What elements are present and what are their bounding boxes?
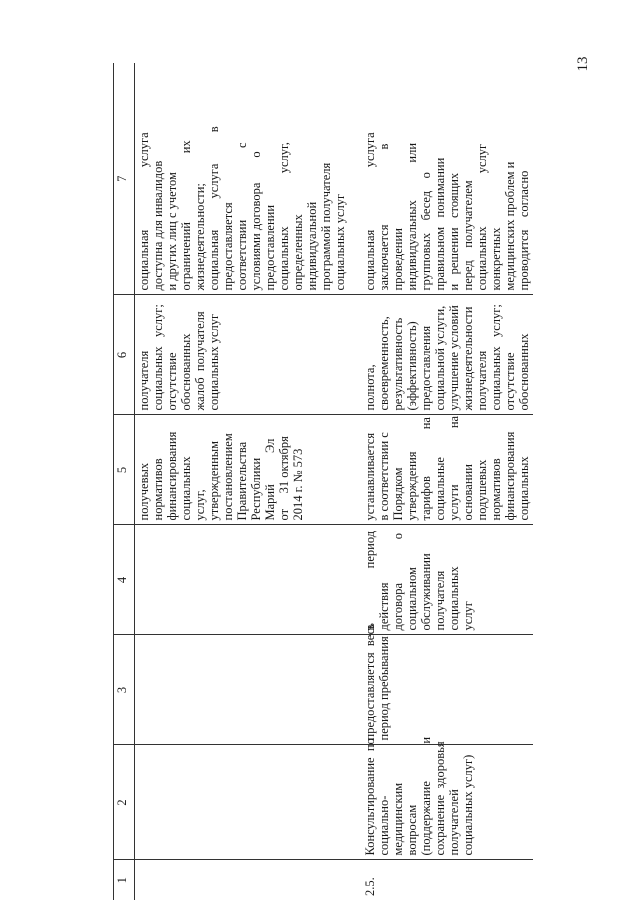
cell-text-line: сохранение здоровья [433, 741, 447, 856]
cell-text-line: проведении [391, 228, 405, 291]
cell-text-line: действия [377, 582, 391, 631]
cell-text-line: социальных [517, 456, 531, 521]
cell-text-line: и решении стоящих [447, 172, 461, 291]
column-number-header: 5 [114, 415, 135, 525]
cell-text-line: подушевых [475, 459, 489, 521]
cell-text-line: жизнедеятельности; [193, 183, 207, 291]
cell-text-line: индивидуальной [305, 201, 319, 291]
cell-text-line: социальная услуга [363, 132, 377, 291]
cell-text-line: жалоб получателя [193, 311, 207, 411]
column-number-header: 7 [114, 63, 135, 295]
cell-text-line: жизнедеятельности [461, 306, 475, 411]
cell-text-line: медицинским [391, 782, 405, 856]
cell-text-line: в соответствии с [377, 432, 391, 521]
column-number-header: 4 [114, 525, 135, 635]
cell-text-line: нормативов [489, 458, 503, 521]
cell-text-line: финансирования [503, 431, 517, 521]
cell-text-line: социальных услуг; [489, 304, 503, 411]
cell-text-line: нормативов [151, 458, 165, 521]
cell-text-line: социальных [179, 456, 193, 521]
service-term-cell [359, 525, 533, 635]
cell-text-line: заключается в [377, 143, 391, 291]
service-conditions-cell [135, 63, 360, 295]
cell-text-line: социальных [447, 566, 461, 631]
tariff-cell [359, 415, 533, 525]
cell-text-line: групповых бесед о [419, 172, 433, 291]
cell-text-line: отсутствие [165, 352, 179, 411]
page-number: 13 [575, 56, 591, 72]
cell-text-line: отсутствие [503, 352, 517, 411]
cell-text-line: проводится согласно [517, 170, 531, 291]
cell-text-line: определенных [291, 214, 305, 291]
cell-text-line: получателя [475, 350, 489, 411]
cell-text-line: социальных услуг) [461, 754, 475, 856]
cell-text-line: договора о [391, 532, 405, 631]
service-conditions-cell [359, 63, 533, 295]
cell-text-line: соответствии с [235, 142, 249, 291]
cell-text-line: условиями договора о [249, 151, 263, 291]
quality-criteria-cell [135, 295, 360, 415]
table-row-2-5 [359, 63, 533, 900]
cell-text-line: услуги на [447, 415, 461, 521]
cell-text-line: предоставляется весь [363, 623, 377, 741]
cell-text-line: 2014 г. № 573 [291, 448, 305, 521]
cell-text-line: Правительства [235, 441, 249, 521]
cell-text-line: финансирования [165, 431, 179, 521]
cell-text-line: социальных услуг; [151, 304, 165, 411]
cell-text-line: обоснованных [517, 333, 531, 411]
cell-text-line: устанавливается [363, 432, 377, 521]
cell-text-line: полнота, [363, 364, 377, 411]
cell-text-line: обоснованных [179, 333, 193, 411]
row-number: 2.5. [363, 877, 377, 896]
cell-text-line: (поддержание и [419, 736, 433, 856]
tariff-cell [135, 415, 360, 525]
cell-text-line: Консультирование по [363, 738, 377, 856]
column-number-header: 3 [114, 635, 135, 745]
cell-text-line: социальных услуг [207, 313, 221, 411]
column-number-header: 1 [114, 860, 135, 900]
column-number-header: 6 [114, 295, 135, 415]
service-volume-cell [359, 623, 533, 745]
cell-text-line: услуг, [193, 489, 207, 521]
cell-text-line: предоставления [419, 325, 433, 411]
cell-text-line: программой получателя [319, 162, 333, 291]
cell-text-line: медицинских проблем и [503, 161, 517, 291]
cell-text-line: перед получателем [461, 180, 475, 291]
column-number-header-row [114, 63, 135, 900]
cell-text-line: социальных услуг [333, 193, 347, 291]
cell-empty [135, 860, 360, 900]
cell-text-line: утвержденным [207, 440, 221, 521]
cell-text-line: предоставляется [221, 202, 235, 291]
cell-text-line: период пребывания [377, 636, 391, 741]
cell-text-line: утверждения [405, 451, 419, 521]
cell-text-line: обслуживании [419, 553, 433, 631]
cell-text-line: социально- [377, 795, 391, 856]
cell-text-line: предоставлении [263, 204, 277, 291]
cell-text-line: вопросам [405, 804, 419, 856]
services-table [113, 63, 533, 900]
cell-text-line: социальные [433, 457, 447, 521]
cell-text-line: услуг [461, 601, 475, 631]
cell-text-line: своевременность, [377, 316, 391, 411]
cell-text-line: получевых [137, 462, 151, 521]
cell-text-line: результативность [391, 317, 405, 411]
cell-empty [135, 635, 360, 745]
cell-text-line: Порядком [391, 467, 405, 521]
cell-text-line: улучшение условий [447, 305, 461, 411]
cell-text-line: от 31 октября [277, 436, 291, 521]
cell-text-line: Республики [249, 457, 263, 521]
quality-criteria-cell [359, 295, 533, 415]
rotated-table-canvas [113, 63, 575, 900]
cell-empty [135, 525, 360, 635]
continuation-row [135, 63, 360, 900]
cell-text-line: тарифов на [419, 417, 433, 521]
cell-text-line: индивидуальных или [405, 142, 419, 291]
cell-text-line: социальных услуг [475, 143, 489, 291]
cell-text-line: социальной услуги, [433, 305, 447, 411]
cell-text-line: получателей [447, 789, 461, 856]
cell-text-line: социальном [405, 567, 419, 631]
cell-text-line: социальная услуга [137, 132, 151, 291]
cell-text-line: доступна для инвалидов [151, 160, 165, 291]
cell-text-line: и других лиц с учетом [165, 172, 179, 291]
cell-text-line: социальных услуг, [277, 142, 291, 291]
cell-empty [135, 745, 360, 860]
cell-text-line: получателя [433, 570, 447, 631]
cell-text-line: ограничений их [179, 140, 193, 291]
cell-text-line: Марий Эл [263, 438, 277, 521]
cell-text-line: основании [461, 464, 475, 521]
cell-text-line: (эффективность) [405, 321, 419, 411]
column-number-header: 2 [114, 745, 135, 860]
cell-text-line: конкретных [489, 227, 503, 291]
cell-text-line: получателя [137, 350, 151, 411]
cell-text-line: в период [363, 530, 377, 631]
cell-text-line: правильном понимании [433, 157, 447, 291]
service-name-cell [359, 736, 533, 860]
cell-text-line: социальная услуга в [207, 126, 221, 291]
cell-text-line: постановлением [221, 433, 235, 521]
